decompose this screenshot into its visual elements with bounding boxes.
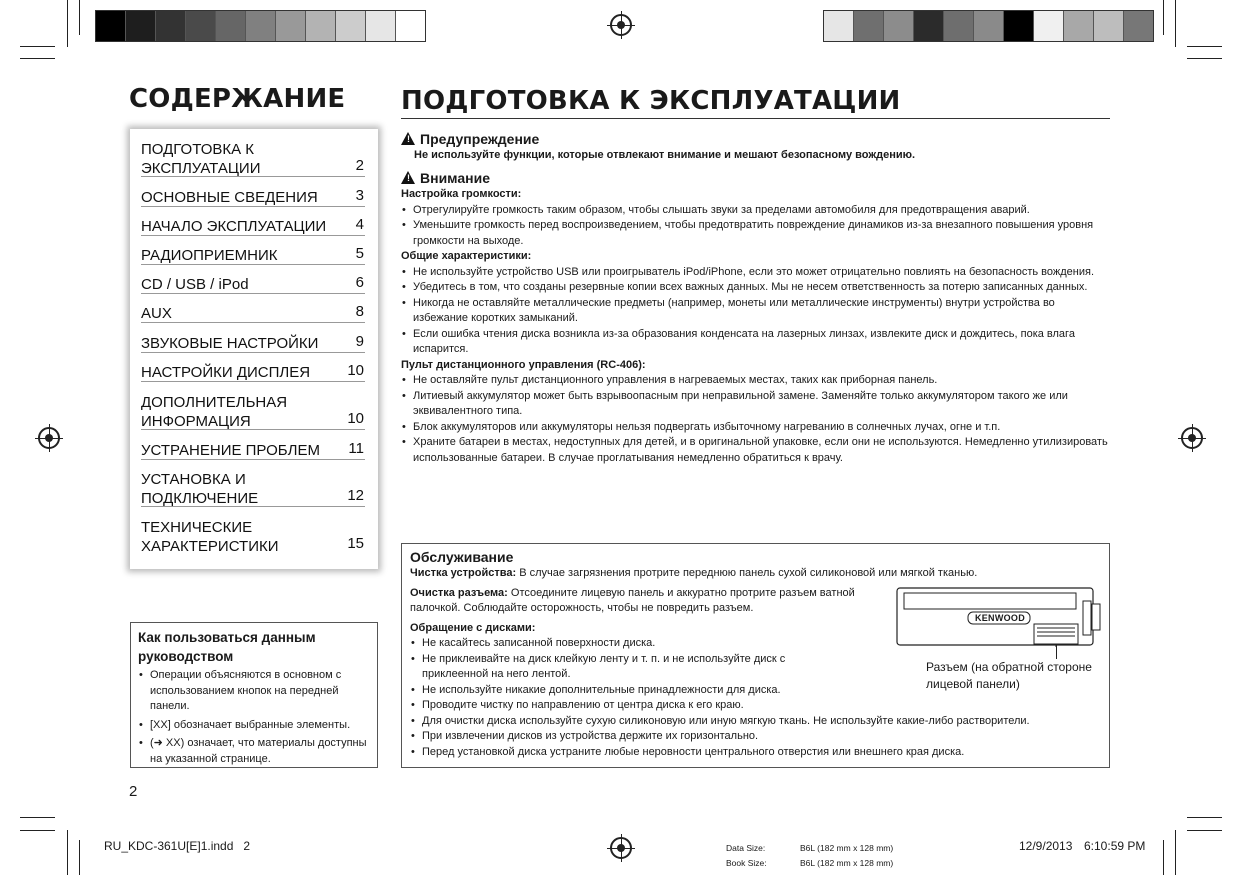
color-swatch [1124,11,1153,41]
footer-time: 6:10:59 PM [1084,839,1146,853]
page-number: 2 [129,783,138,800]
registration-mark-icon [1181,427,1203,449]
list-item: • Для очистки диска используйте сухую силиконовую или иную мягкую ткань. Не используйте какие-либо растворители. [410,714,1101,730]
toc-item[interactable]: УСТАНОВКА И ПОДКЛЮЧЕНИЕ 12 [141,471,364,507]
warning-icon: ! [401,132,415,145]
footer-data-size-label: Data Size: [726,843,766,853]
list-item: • (➜ XX) означает, что материалы доступны на указанной странице. [138,736,370,767]
toc-item[interactable]: НАСТРОЙКИ ДИСПЛЕЯ 10 [141,362,364,381]
caution-title: Внимание [420,170,490,186]
color-swatch [126,11,156,41]
brand-logo: KENWOOD [974,613,1026,623]
discs-heading: Обращение с дисками: [410,621,536,634]
list-item: • При извлечении дисков из устройства держите их горизонтально. [410,729,1101,745]
color-swatch [1034,11,1064,41]
list-item: • Блок аккумуляторов или аккумуляторы нельзя подвергать избыточному нагреванию в солнечных лучах, огне и т.п. [401,420,1111,436]
footer-book-size-label: Book Size: [726,858,767,868]
color-swatch [186,11,216,41]
how-to-use-title: Как пользоваться данным руководством [138,630,316,664]
figure-caption: Разъем (на обратной стороне лицевой панели) [926,660,1092,691]
list-item: • Не приклеивайте на диск клейкую ленту и т. п. и не используйте диск с приклеенной на него лентой. [410,652,812,683]
list-item: • Уменьшите громкость перед воспроизведением, чтобы предотвратить повреждение динамиков из-за внезапного повышения уровня громкости на выходе. [401,218,1111,249]
list-item: • Не оставляйте пульт дистанционного управления в нагреваемых местах, таких как приборная панель. [401,373,1111,389]
list-item: • Храните батареи в местах, недоступных для детей, и в оригинальной упаковке, если они не используются. Немедленно утилизировать использованные батареи. В случае проглатывания немедленно обратиться к врачу. [401,435,1111,466]
list-item: • Отрегулируйте громкость таким образом, чтобы слышать звуки за пределами автомобиля для предотвращения аварий. [401,203,1111,219]
color-swatch [1004,11,1034,41]
list-item: • Литиевый аккумулятор может быть взрывоопасным при неправильной замене. Заменяйте только аккумулятором такого же или эквивалентного типа. [401,389,1111,420]
toc-item[interactable]: ТЕХНИЧЕСКИЕ ХАРАКТЕРИСТИКИ 15 [141,519,364,555]
color-swatch [306,11,336,41]
toc-item[interactable]: CD / USB / iPod 6 [141,274,364,293]
footer-date: 12/9/2013 [1019,839,1073,853]
color-calibration-bar-right [823,10,1154,42]
connector-pointer-line [1056,645,1057,659]
volume-list [401,203,1111,250]
color-swatch [336,11,366,41]
color-swatch [366,11,396,41]
toc-item[interactable]: ДОПОЛНИТЕЛЬНАЯ ИНФОРМАЦИЯ 10 [141,394,364,430]
remote-list [401,373,1111,466]
toc-item[interactable]: AUX 8 [141,303,364,322]
color-swatch [216,11,246,41]
color-swatch [824,11,854,41]
footer-data-size-value: B6L (182 mm x 128 mm) [800,843,894,853]
how-to-use-list [138,668,370,767]
color-swatch [396,11,425,41]
color-swatch [96,11,126,41]
discs-list [410,636,1101,760]
color-swatch [974,11,1004,41]
toc-item[interactable]: РАДИОПРИЕМНИК 5 [141,245,364,264]
toc-item[interactable]: УСТРАНЕНИЕ ПРОБЛЕМ 11 [141,440,364,459]
maintenance-title: Обслуживание [410,549,514,565]
warning-section [401,130,1111,164]
registration-mark-icon [610,837,632,859]
remote-heading: Пульт дистанционного управления (RC-406): [401,358,646,371]
list-item: • Не касайтесь записанной поверхности диска. [410,636,1101,652]
color-swatch [884,11,914,41]
toc-item[interactable]: ЗВУКОВЫЕ НАСТРОЙКИ 9 [141,333,364,352]
color-swatch [1064,11,1094,41]
color-swatch [914,11,944,41]
color-swatch [276,11,306,41]
list-item: • Перед установкой диска устраните любые неровности центрального отверстия или внешнего края диска. [410,745,1101,761]
list-item: • Убедитесь в том, что созданы резервные копии всех важных данных. Мы не несем ответственность за потерю записанных данных. [401,280,1111,296]
list-item: • Проводите чистку по направлению от центра диска к его краю. [410,698,1101,714]
toc-item[interactable]: ОСНОВНЫЕ СВЕДЕНИЯ 3 [141,187,364,206]
general-list [401,265,1111,358]
list-item: • Не используйте устройство USB или проигрыватель iPod/iPhone, если это может отрицательно повлиять на безопасность вождения. [401,265,1111,281]
how-to-use-box [130,622,378,768]
maintenance-box [401,543,1110,768]
faceplate-illustration [896,587,1102,647]
caution-section [401,170,1111,466]
list-item: • Не используйте никакие дополнительные принадлежности для диска. [410,683,1101,699]
color-calibration-bar-left [95,10,426,42]
color-swatch [944,11,974,41]
warning-text: Не используйте функции, которые отвлекают внимание и мешают безопасному вождению. [414,149,916,161]
list-item: • Никогда не оставляйте металлические предметы (например, монеты или металлические инструменты) внутри устройства во избежание коротких замыканий. [401,296,1111,327]
contents-title: СОДЕРЖАНИЕ [129,84,346,114]
registration-mark-icon [38,427,60,449]
color-swatch [156,11,186,41]
clean-connector-text: Очистка разъема: Отсоедините лицевую панель и аккуратно протрите разъем ватной палочкой. Соблюдайте осторожность, чтобы не повредить разъем. [410,586,855,614]
caution-icon: ! [401,171,415,184]
color-swatch [854,11,884,41]
warning-title: Предупреждение [420,131,540,147]
color-swatch [246,11,276,41]
clean-device-text: Чистка устройства: В случае загрязнения протрите переднюю панель сухой силиконовой или мягкой тканью. [410,567,978,579]
title-rule [401,118,1110,119]
page-title: ПОДГОТОВКА К ЭКСПЛУАТАЦИИ [401,86,901,116]
registration-mark-icon [610,14,632,36]
footer-file-name: RU_KDC-361U[E]1.indd 2 [104,839,251,853]
volume-heading: Настройка громкости: [401,188,522,200]
list-item: • [XX] обозначает выбранные элементы. [138,718,370,734]
color-swatch [1094,11,1124,41]
toc-item[interactable]: ПОДГОТОВКА К ЭКСПЛУАТАЦИИ 2 [141,141,364,177]
general-heading: Общие характеристики: [401,250,532,262]
toc-item[interactable]: НАЧАЛО ЭКСПЛУАТАЦИИ 4 [141,216,364,235]
table-of-contents [130,129,378,569]
list-item: • Если ошибка чтения диска возникла из-за образования конденсата на лазерных линзах, извлеките диск и дождитесь, пока влага испарится. [401,327,1111,358]
footer-book-size-value: B6L (182 mm x 128 mm) [800,858,894,868]
list-item: • Операции объясняются в основном с использованием кнопок на передней панели. [138,668,370,715]
